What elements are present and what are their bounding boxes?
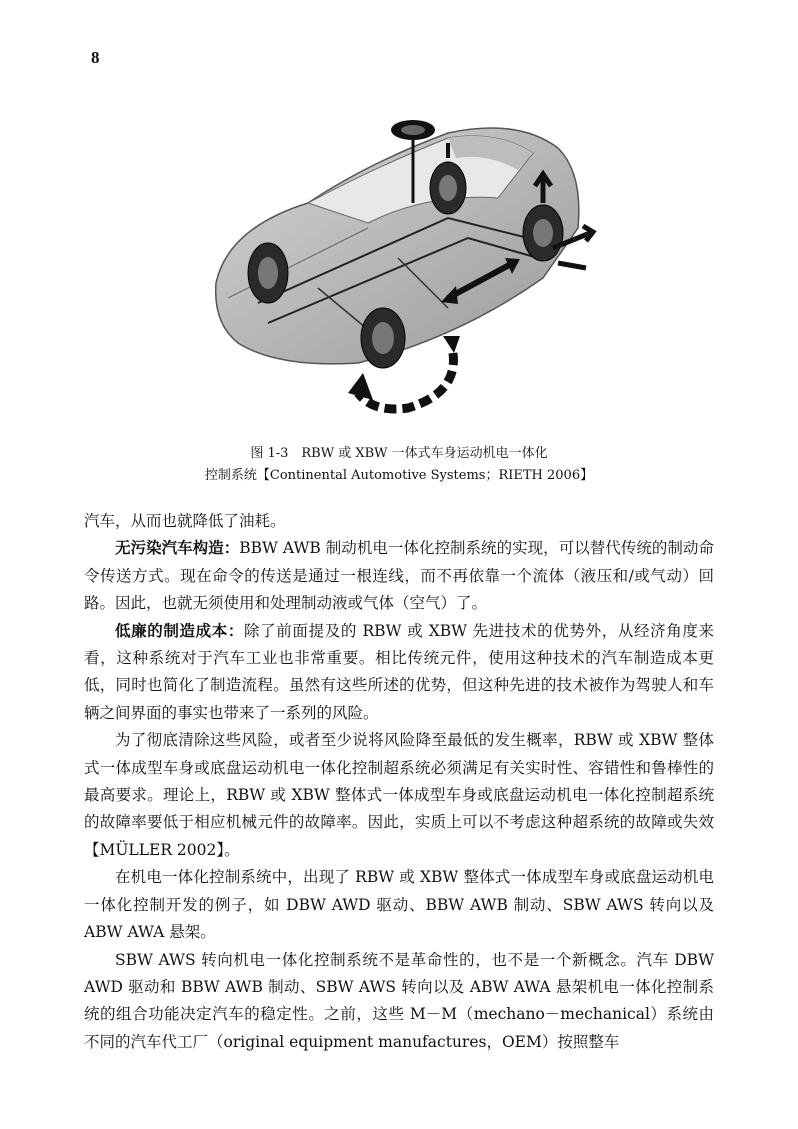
paragraph: SBW AWS 转向机电一体化控制系统不是革命性的，也不是一个新概念。汽车 DBW AWD 驱动和 BBW AWB 制动、SBW AWS 转向以及 ABW AWA 悬架机电一体化控制系统的组合功能决定汽车的稳定性。之前，这些 M－M（mechano－mechanical）系统由不同的汽车代工厂（original equipment manufactures，OEM）按照整车 xyxy=(84,950,714,1051)
body-text xyxy=(84,508,714,1056)
figure-caption-line1: 图 1-3 RBW 或 XBW 一体式车身运动机电一体化 xyxy=(250,446,548,461)
figure-caption-line2: 控制系统【Continental Automotive Systems；RIETH 2006】 xyxy=(204,468,594,483)
paragraph: 汽车，从而也就降低了油耗。 xyxy=(84,512,286,530)
paragraph-lead: 低廉的制造成本： xyxy=(115,621,245,640)
paragraph: 在机电一体化控制系统中，出现了 RBW 或 XBW 整体式一体成型车身或底盘运动机电一体化控制开发的例子，如 DBW AWD 驱动、BBW AWB 制动、SBW AWS 转向以及 ABW AWA 悬架。 xyxy=(84,868,714,942)
paragraph-lead: 无污染汽车构造： xyxy=(115,539,240,558)
paragraph: 无污染汽车构造：BBW AWB 制动机电一体化控制系统的实现，可以替代传统的制动命令传送方式。现在命令的传送是通过一根连线，而不再依靠一个流体（液压和/或气动）回路。因此，也就无须使用和处理制动液或气体（空气）了。 xyxy=(84,539,714,613)
figure-car-chassis xyxy=(198,108,598,426)
page-number: 8 xyxy=(91,48,100,67)
paragraph: 低廉的制造成本：除了前面提及的 RBW 或 XBW 先进技术的优势外，从经济角度来看，这种系统对于汽车工业也非常重要。相比传统元件，使用这种技术的汽车制造成本更低，同时也简化了制造流程。虽然有这些所述的优势，但这种先进的技术被作为驾驶人和车辆之间界面的事实也带来了一系列的风险。 xyxy=(84,621,714,722)
paragraph: 为了彻底清除这些风险，或者至少说将风险降至最低的发生概率，RBW 或 XBW 整体式一体成型车身或底盘运动机电一体化控制超系统必须满足有关实时性、容错性和鲁棒性的最高要求。理论上，RBW 或 XBW 整体式一体成型车身或底盘运动机电一体化控制超系统的故障率要低于相应机械元件的故障率。因此，实质上可以不考虑这种超系统的故障或失效【MÜLLER 2002】。 xyxy=(84,731,714,859)
car-illustration xyxy=(198,108,598,426)
